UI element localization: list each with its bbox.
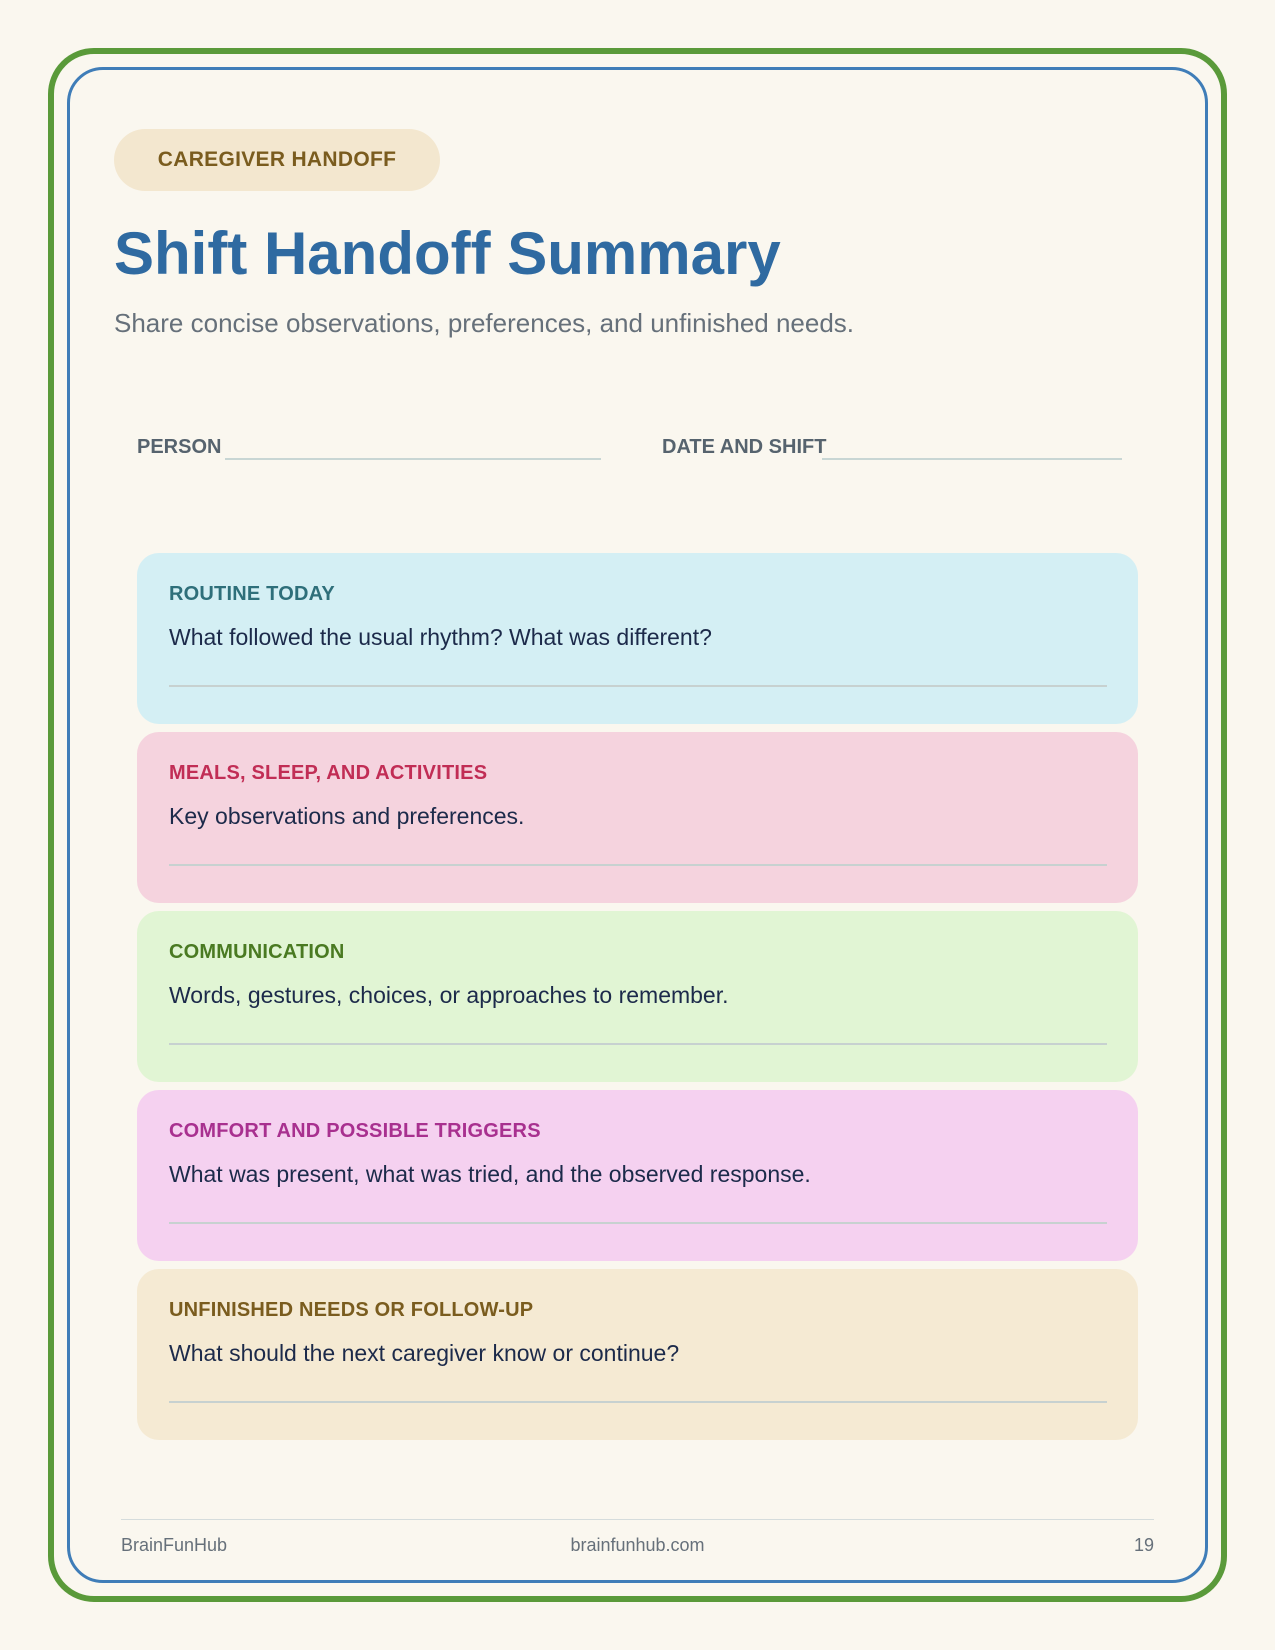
section-answer-line[interactable] bbox=[169, 1401, 1107, 1403]
date-shift-label: DATE AND SHIFT bbox=[662, 436, 827, 458]
section-answer-line[interactable] bbox=[169, 685, 1107, 687]
category-badge: CAREGIVER HANDOFF bbox=[114, 129, 440, 191]
section-card-meals-sleep-activities bbox=[137, 732, 1138, 903]
date-shift-field bbox=[662, 432, 1122, 460]
section-cards bbox=[137, 553, 1138, 1448]
footer-brand: BrainFunHub bbox=[121, 1535, 228, 1555]
section-card-routine bbox=[137, 553, 1138, 724]
section-answer-line[interactable] bbox=[169, 1222, 1107, 1224]
section-answer-line[interactable] bbox=[169, 1043, 1107, 1045]
section-label: ROUTINE TODAY bbox=[169, 583, 335, 605]
section-label: UNFINISHED NEEDS OR FOLLOW-UP bbox=[169, 1299, 534, 1321]
section-label: COMFORT AND POSSIBLE TRIGGERS bbox=[169, 1120, 541, 1142]
section-label: MEALS, SLEEP, AND ACTIVITIES bbox=[169, 762, 488, 784]
person-label: PERSON bbox=[137, 436, 222, 458]
section-label: COMMUNICATION bbox=[169, 941, 345, 963]
section-prompt: Key observations and preferences. bbox=[169, 803, 525, 829]
section-card-communication bbox=[137, 911, 1138, 1082]
footer-page-number: 19 bbox=[1133, 1535, 1154, 1555]
section-answer-line[interactable] bbox=[169, 864, 1107, 866]
date-shift-input-line[interactable] bbox=[822, 432, 1122, 460]
section-prompt: What was present, what was tried, and the observed response. bbox=[169, 1161, 811, 1187]
section-prompt: What should the next caregiver know or continue? bbox=[169, 1340, 680, 1366]
person-field bbox=[137, 432, 601, 460]
section-card-comfort-triggers bbox=[137, 1090, 1138, 1261]
footer-divider bbox=[121, 1519, 1154, 1520]
section-prompt: Words, gestures, choices, or approaches to remember. bbox=[169, 982, 729, 1008]
section-card-unfinished-needs bbox=[137, 1269, 1138, 1440]
footer-website: brainfunhub.com bbox=[570, 1535, 705, 1555]
person-input-line[interactable] bbox=[225, 432, 601, 460]
page-subtitle: Share concise observations, preferences, and unfinished needs. bbox=[114, 308, 855, 338]
page-title: Shift Handoff Summary bbox=[114, 220, 781, 287]
section-prompt: What followed the usual rhythm? What was different? bbox=[169, 624, 712, 650]
